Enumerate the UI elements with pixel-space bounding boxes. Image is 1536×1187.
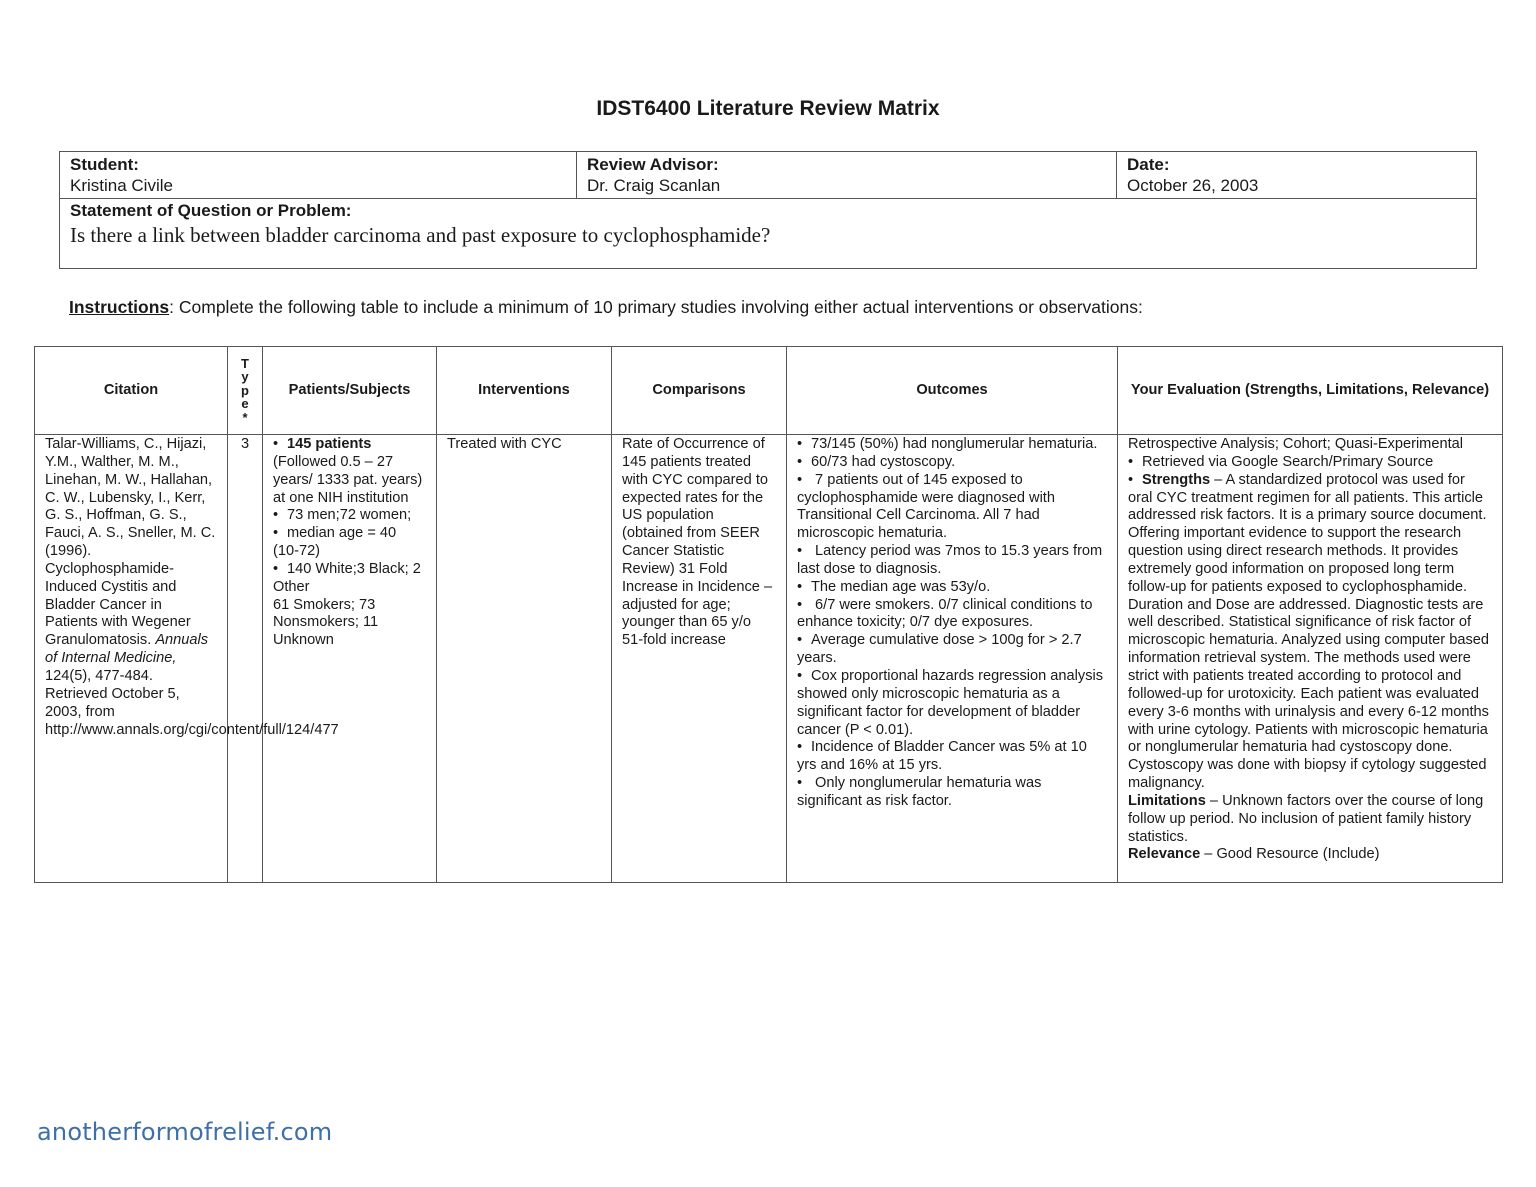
outcome-item: • Average cumulative dose > 100g for > 2.7 years.: [797, 632, 1082, 667]
student-value: Kristina Civile: [70, 176, 173, 195]
evaluation-cell: Retrospective Analysis; Cohort; Quasi-Experimental • Retrieved via Google Search/Primary Source • Strengths – A standardized protocol was used for oral CYC treatment regimen for all patients. This article addressed risk factors. It is a primary source document. Offering important evidence to support the research question using direct research methods. It provides extremely good information on proposed long term follow-up for patients exposed to cyclophosphamide. Duration and Dose are addressed. Diagnostic tests are well described. Statistical significance of risk factor of microscopic hematuria. Analyzed using computer based information retrieval system. The methods used were strict with patients treated according to protocol and followed-up for urotoxicity. Each patient was evaluated every 3-6 months with urinalysis and every 6-12 months with urine cytology. Patients with microscopic hematuria or nonglumerular hematuria had cystoscopy done. Cystoscopy was done with biopsy if cytology suggested malignancy. Limitations – Unknown factors over the course of long follow up period. No inclusion of patient family history statistics. Relevance – Good Resource (Include): [1118, 435, 1503, 883]
student-label: Student:: [70, 155, 139, 174]
patients-gender: 73 men;72 women;: [287, 507, 412, 524]
instructions-label: Instructions: [69, 297, 170, 317]
instructions-text: : Complete the following table to include a minimum of 10 primary studies involving either actual interventions or observations:: [169, 297, 1143, 317]
outcome-item: • 7 patients out of 145 exposed to cyclophosphamide were diagnosed with Transitional Cell Carcinoma. All 7 had microscopic hematuria.: [797, 471, 1055, 542]
relevance-label: Relevance: [1128, 846, 1201, 863]
list-item: • 73 men;72 women;: [273, 507, 412, 524]
patients-cell: [263, 435, 437, 883]
table-row: [35, 435, 1503, 883]
header-patients: Patients/Subjects: [263, 347, 437, 435]
advisor-value: Dr. Craig Scanlan: [587, 176, 721, 195]
instructions: [69, 297, 1143, 318]
limitations-label: Limitations: [1128, 792, 1206, 809]
outcome-item: • Only nonglumerular hematuria was significant as risk factor.: [797, 775, 1042, 809]
patients-followup: (Followed 0.5 – 27 years/ 1333 pat. years) at one NIH institution: [273, 453, 423, 506]
patients-count: 145 patients: [287, 436, 372, 452]
date-label: Date:: [1127, 155, 1170, 174]
citation-journal: Annuals of Internal Medicine,: [45, 632, 209, 667]
header-type: [228, 347, 263, 435]
header-outcomes: Outcomes: [787, 347, 1118, 435]
date-value: October 26, 2003: [1127, 176, 1259, 195]
evaluation-retrieved: Retrieved via Google Search/Primary Source: [1142, 453, 1434, 470]
patients-race: 140 White;3 Black; 2 Other: [273, 560, 421, 595]
outcome-item: • Latency period was 7mos to 15.3 years from last dose to diagnosis.: [797, 543, 1103, 577]
list-item: • median age = 40 (10-72): [273, 525, 397, 560]
student-cell: [60, 152, 577, 198]
header-evaluation: Your Evaluation (Strengths, Limitations, Relevance): [1118, 347, 1503, 435]
question-label: Statement of Question or Problem:: [70, 201, 352, 220]
limitations-text: – Unknown factors over the course of long follow up period. No inclusion of patient family history statistics.: [1128, 792, 1484, 845]
advisor-label: Review Advisor:: [587, 155, 719, 174]
list-item: • 145 patients (Followed 0.5 – 27 years/ 1333 pat. years) at one NIH institution: [273, 436, 423, 506]
type-cell: 3: [228, 435, 263, 883]
outcome-item: • Incidence of Bladder Cancer was 5% at 10 yrs and 16% at 15 yrs.: [797, 739, 1087, 774]
evaluation-intro: Retrospective Analysis; Cohort; Quasi-Experimental: [1128, 436, 1463, 452]
outcomes-list: [797, 436, 1107, 811]
header-box: [59, 151, 1477, 269]
question-text: Is there a link between bladder carcinoma and past exposure to cyclophosphamide?: [70, 223, 771, 247]
header-citation: Citation: [35, 347, 228, 435]
outcome-item: • 60/73 had cystoscopy.: [797, 453, 956, 470]
header-type-text: T y p e *: [241, 355, 249, 425]
patients-smoking: 61 Smokers; 73 Nonsmokers; 11 Unknown: [273, 596, 379, 649]
interventions-cell: Treated with CYC: [437, 435, 612, 883]
relevance-text: – Good Resource (Include): [1200, 846, 1380, 863]
strengths-label: Strengths: [1142, 471, 1211, 488]
literature-review-table: [34, 346, 1503, 883]
citation-details: 124(5), 477-484. Retrieved October 5, 2003, from http://www.annals.org/cgi/content/full/124/477: [45, 667, 339, 738]
advisor-cell: [577, 152, 1117, 198]
table-header-row: [35, 347, 1503, 435]
watermark: anotherformofrelief.com: [37, 1118, 333, 1146]
comparisons-cell: Rate of Occurrence of 145 patients treated with CYC compared to expected rates for the US population (obtained from SEER Cancer Statistic Review) 31 Fold Increase in Incidence – adjusted for age; younger than 65 y/o 51-fold increase: [612, 435, 787, 883]
list-item: • 140 White;3 Black; 2 Other 61 Smokers; 73 Nonsmokers; 11 Unknown: [273, 560, 421, 649]
strengths-text: – A standardized protocol was used for oral CYC treatment regimen for all patients. This article addressed risk factors. It is a primary source document. Offering important evidence to support the research question using direct research methods. It provides extremely good information on proposed long term follow-up for patients exposed to cyclophosphamide. Duration and Dose are addressed. Diagnostic tests are well described. Statistical significance of risk factor of microscopic hematuria. Analyzed using computer based information retrieval system. The methods used were strict with patients treated according to protocol and followed-up for urotoxicity. Each patient was evaluated every 3-6 months with urinalysis and every 6-12 months with urine cytology. Patients with microscopic hematuria or nonglumerular hematuria had cystoscopy done. Cystoscopy was done with biopsy if cytology suggested malignancy.: [1128, 471, 1489, 792]
citation-authors: Talar-Williams, C., Hijazi, Y.M., Walther, M. M., Linehan, M. W., Hallahan, C. W., Lubensky, I., Kerr, G. S., Hoffman, G. S., Fauci, A. S., Sneller, M. C. (1996). Cyclophosphamide-Induced Cystitis and Bladder Cancer in Patients with Wegener Granulomatosis.: [45, 436, 216, 649]
date-cell: [1117, 152, 1476, 198]
header-comparisons: Comparisons: [612, 347, 787, 435]
outcomes-cell: [787, 435, 1118, 883]
patients-age: median age = 40 (10-72): [273, 525, 397, 560]
outcome-item: • 73/145 (50%) had nonglumerular hematuria.: [797, 436, 1098, 452]
question-section: [60, 198, 1476, 251]
outcome-item: • 6/7 were smokers. 0/7 clinical conditions to enhance toxicity; 0/7 dye exposures.: [797, 596, 1093, 631]
outcome-item: • Cox proportional hazards regression analysis showed only microscopic hematuria as a significant factor for development of bladder cancer (P < 0.01).: [797, 667, 1104, 738]
document-title: IDST6400 Literature Review Matrix: [596, 97, 940, 120]
outcome-item: • The median age was 53y/o.: [797, 578, 991, 595]
header-info-row: [60, 152, 1476, 199]
header-interventions: Interventions: [437, 347, 612, 435]
